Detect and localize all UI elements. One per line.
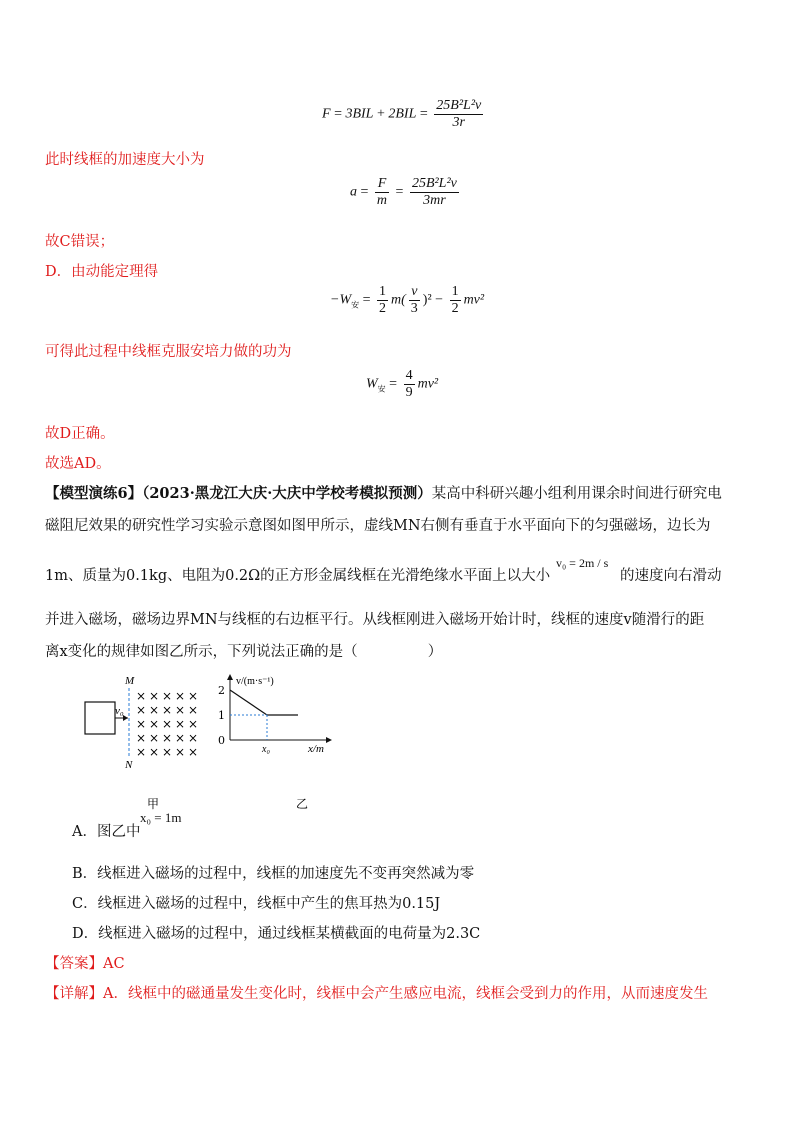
field-cross: × <box>175 689 186 703</box>
text-d-intro: D．由动能定理得 <box>45 264 159 280</box>
x0-label: x₀ <box>262 744 270 755</box>
option-a-equation: x₀ = 1m <box>140 810 182 825</box>
v0-label: v₀ <box>115 705 124 717</box>
v0-equation: v₀ = 2m / s <box>556 556 609 570</box>
option-d: D．线框进入磁场的过程中，通过线框某横截面的电荷量为2.3C <box>72 926 481 942</box>
field-cross: × <box>149 731 160 745</box>
text-acceleration-intro: 此时线框的加速度大小为 <box>45 152 205 168</box>
field-cross: × <box>162 689 173 703</box>
x-axis-arrowhead <box>326 737 332 743</box>
field-cross: × <box>136 689 147 703</box>
problem-line-3-end: 的速度向右滑动 <box>620 568 722 584</box>
field-cross: × <box>188 703 199 717</box>
field-cross: × <box>149 703 160 717</box>
equation-acceleration: a = $\frac{F}{m}$ = $\frac{\text{25B²L²v}}{3mr}$ <box>350 176 457 208</box>
n-label: N <box>125 759 133 771</box>
problem-line-2: 磁阻尼效果的研究性学习实验示意图如图甲所示，虚线MN右侧有垂直于水平面向下的匀强磁场，边长为 <box>45 518 711 534</box>
answer-line: 【答案】AC <box>45 956 125 972</box>
text-work-intro: 可得此过程中线框克服安培力做的功为 <box>45 344 292 360</box>
y-axis-arrowhead <box>227 674 233 680</box>
y-tick-1: 1 <box>218 709 225 722</box>
field-cross: × <box>188 745 199 759</box>
equation-work: $W_安$ = $\frac{4}{9}$ mv² <box>366 368 439 400</box>
wire-frame <box>85 702 115 734</box>
option-a: A．图乙中 <box>72 824 141 840</box>
field-cross: × <box>162 745 173 759</box>
field-cross: × <box>188 689 199 703</box>
field-cross: × <box>149 745 160 759</box>
problem-line-1: 【模型演练6】（2023·黑龙江大庆·大庆中学校考模拟预测）某高中科研兴趣小组利用课余时间进行研究电 <box>45 485 722 502</box>
figure <box>70 670 350 820</box>
field-cross: × <box>149 689 160 703</box>
field-cross: × <box>175 703 186 717</box>
field-cross: × <box>175 745 186 759</box>
equation-energy: $-W_安$ = $\frac{1}{2}$ m( $\frac{v}{3}$ )² − $\frac{1}{2}$ mv² <box>330 284 485 316</box>
problem-line-5: 离x变化的规律如图乙所示，下列说法正确的是（ ） <box>45 644 443 660</box>
field-cross: × <box>188 717 199 731</box>
problem-line-4: 并进入磁场，磁场边界MN与线框的右边框平行。从线框刚进入磁场开始计时，线框的速度v随滑行的距 <box>45 612 705 628</box>
text-answer-ad: 故选AD。 <box>45 456 111 472</box>
m-label: M <box>125 675 135 687</box>
x-axis-label: x/m <box>308 743 324 755</box>
field-cross: × <box>136 703 147 717</box>
text-c-wrong: 故C错误； <box>45 234 115 250</box>
option-b: B．线框进入磁场的过程中，线框的加速度先不变再突然减为零 <box>72 866 475 882</box>
detail-line: 【详解】A．线框中的磁通量发生变化时，线框中会产生感应电流，线框会受到力的作用，从而速度发生 <box>45 986 708 1002</box>
text-d-correct: 故D正确。 <box>45 426 115 442</box>
option-c: C．线框进入磁场的过程中，线框中产生的焦耳热为0.15J <box>72 896 441 912</box>
field-cross: × <box>136 717 147 731</box>
field-cross: × <box>149 717 160 731</box>
equation-force: F = 3BIL + 2BIL = $\frac{\text{25B²L²v}}{3r}$ <box>322 98 482 130</box>
label-jia: 甲 <box>147 797 160 811</box>
velocity-arrowhead <box>123 715 128 721</box>
field-cross: × <box>188 731 199 745</box>
field-cross: × <box>175 717 186 731</box>
y-tick-0: 0 <box>218 734 225 747</box>
field-cross: × <box>162 731 173 745</box>
field-cross: × <box>162 717 173 731</box>
velocity-line-decreasing <box>230 690 267 715</box>
magnetic-field-crosses <box>136 689 198 759</box>
field-cross: × <box>136 745 147 759</box>
label-yi: 乙 <box>296 797 309 811</box>
y-axis-label: v/(m·s⁻¹) <box>236 676 274 687</box>
field-cross: × <box>136 731 147 745</box>
problem-line-3: 1m、质量为0.1kg、电阻为0.2Ω的正方形金属线框在光滑绝缘水平面上以大小 <box>45 568 551 584</box>
y-tick-2: 2 <box>218 684 225 697</box>
field-cross: × <box>175 731 186 745</box>
field-cross: × <box>162 703 173 717</box>
